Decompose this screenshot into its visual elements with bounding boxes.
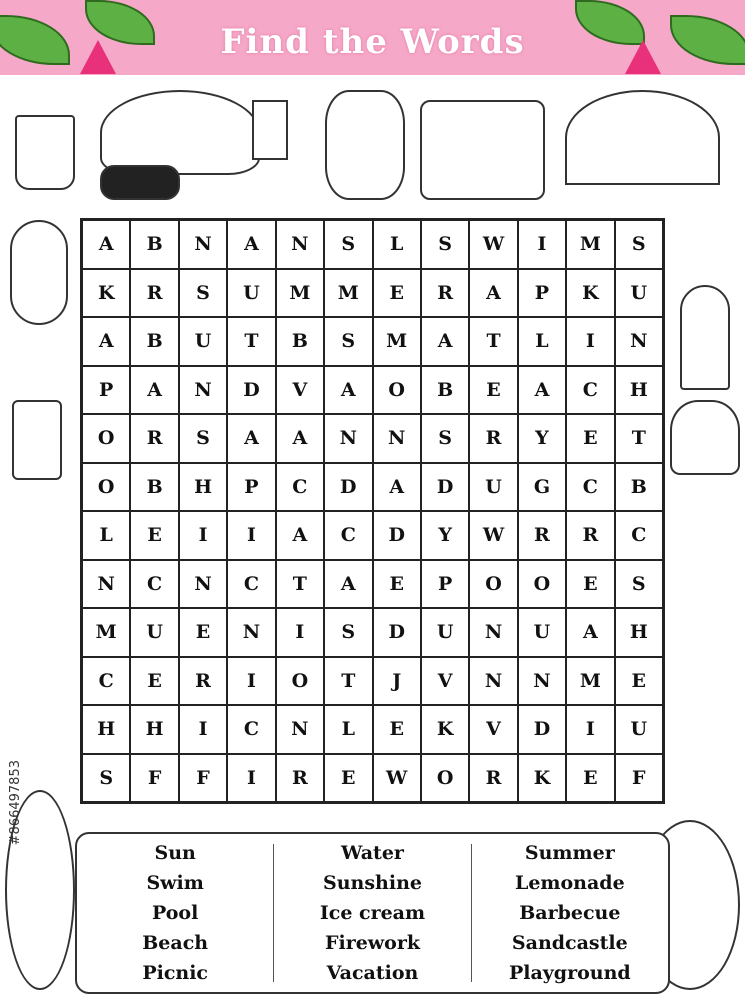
- grid-cell[interactable]: L: [82, 511, 130, 560]
- grid-cell[interactable]: E: [373, 560, 421, 609]
- grid-cell[interactable]: I: [227, 657, 275, 706]
- grid-cell[interactable]: H: [82, 705, 130, 754]
- word-column: [77, 834, 273, 992]
- grid-cell[interactable]: S: [324, 317, 372, 366]
- grid-cell[interactable]: M: [324, 269, 372, 318]
- grid-cell[interactable]: T: [469, 317, 517, 366]
- grid-cell[interactable]: E: [373, 705, 421, 754]
- grid-cell[interactable]: D: [227, 366, 275, 415]
- grid-cell[interactable]: G: [518, 463, 566, 512]
- grid-cell[interactable]: A: [566, 608, 614, 657]
- grid-cell[interactable]: U: [518, 608, 566, 657]
- grid-cell[interactable]: P: [227, 463, 275, 512]
- grid-cell[interactable]: A: [518, 366, 566, 415]
- grid-cell[interactable]: A: [82, 317, 130, 366]
- grid-cell[interactable]: N: [469, 608, 517, 657]
- grid-cell[interactable]: L: [324, 705, 372, 754]
- grid-cell[interactable]: D: [518, 705, 566, 754]
- grid-cell[interactable]: N: [179, 366, 227, 415]
- grid-cell[interactable]: S: [324, 220, 372, 269]
- grid-cell[interactable]: E: [179, 608, 227, 657]
- grid-cell[interactable]: F: [130, 754, 178, 803]
- grid-cell[interactable]: N: [82, 560, 130, 609]
- grid-cell[interactable]: U: [130, 608, 178, 657]
- grid-cell[interactable]: A: [276, 414, 324, 463]
- grid-cell[interactable]: C: [82, 657, 130, 706]
- grid-cell[interactable]: N: [179, 560, 227, 609]
- grid-cell[interactable]: K: [518, 754, 566, 803]
- grid-cell[interactable]: M: [373, 317, 421, 366]
- word-list: [75, 832, 670, 994]
- grid-cell[interactable]: O: [82, 414, 130, 463]
- grid-cell[interactable]: A: [324, 366, 372, 415]
- grid-cell[interactable]: S: [179, 269, 227, 318]
- grid-cell[interactable]: R: [130, 269, 178, 318]
- grid-cell[interactable]: N: [276, 220, 324, 269]
- grid-cell[interactable]: B: [276, 317, 324, 366]
- grid-cell[interactable]: S: [179, 414, 227, 463]
- grid-cell[interactable]: H: [615, 366, 663, 415]
- grid-cell[interactable]: C: [130, 560, 178, 609]
- word-item: Water: [341, 841, 404, 864]
- word-item: Beach: [142, 931, 209, 954]
- grid-cell[interactable]: P: [518, 269, 566, 318]
- grid-cell[interactable]: P: [82, 366, 130, 415]
- grid-cell[interactable]: E: [373, 269, 421, 318]
- grid-cell[interactable]: H: [179, 463, 227, 512]
- grid-cell[interactable]: A: [227, 414, 275, 463]
- grid-cell[interactable]: S: [82, 754, 130, 803]
- grid-cell[interactable]: C: [276, 463, 324, 512]
- grid-cell[interactable]: D: [324, 463, 372, 512]
- grid-cell[interactable]: M: [82, 608, 130, 657]
- grid-cell[interactable]: O: [373, 366, 421, 415]
- grid-cell[interactable]: E: [615, 657, 663, 706]
- grid-cell[interactable]: N: [179, 220, 227, 269]
- watermark-id: #866497853: [8, 760, 23, 846]
- grid-cell[interactable]: B: [130, 463, 178, 512]
- grid-cell[interactable]: S: [615, 220, 663, 269]
- grid-cell[interactable]: A: [82, 220, 130, 269]
- grid-cell[interactable]: V: [421, 657, 469, 706]
- grid-cell[interactable]: B: [615, 463, 663, 512]
- word-item: Sun: [154, 841, 196, 864]
- watermelon-icon: [670, 400, 740, 475]
- grid-cell[interactable]: A: [373, 463, 421, 512]
- grid-cell[interactable]: F: [615, 754, 663, 803]
- grid-cell[interactable]: N: [373, 414, 421, 463]
- grid-cell[interactable]: U: [421, 608, 469, 657]
- word-item: Firework: [324, 931, 420, 954]
- grid-cell[interactable]: A: [469, 269, 517, 318]
- grid-cell[interactable]: K: [566, 269, 614, 318]
- grid-cell[interactable]: R: [421, 269, 469, 318]
- grid-cell[interactable]: C: [566, 463, 614, 512]
- grid-cell[interactable]: W: [469, 511, 517, 560]
- grid-cell[interactable]: P: [421, 560, 469, 609]
- grid-cell[interactable]: T: [227, 317, 275, 366]
- word-search-grid: [80, 218, 665, 804]
- grid-cell[interactable]: N: [469, 657, 517, 706]
- grid-cell[interactable]: E: [566, 414, 614, 463]
- grid-cell[interactable]: I: [179, 705, 227, 754]
- bucket-icon: [15, 115, 75, 190]
- grid-cell[interactable]: N: [276, 705, 324, 754]
- grid-cell[interactable]: S: [421, 414, 469, 463]
- grid-cell[interactable]: I: [566, 317, 614, 366]
- grid-cell[interactable]: Y: [518, 414, 566, 463]
- word-item: Ice cream: [319, 901, 426, 924]
- grid-cell[interactable]: C: [227, 705, 275, 754]
- sunscreen-icon: [12, 400, 62, 480]
- grid-cell[interactable]: N: [324, 414, 372, 463]
- grid-cell[interactable]: I: [227, 511, 275, 560]
- grid-cell[interactable]: A: [227, 220, 275, 269]
- grid-cell[interactable]: K: [421, 705, 469, 754]
- grid-cell[interactable]: I: [227, 754, 275, 803]
- word-item: Sunshine: [323, 871, 422, 894]
- grid-cell[interactable]: R: [130, 414, 178, 463]
- grid-cell[interactable]: I: [566, 705, 614, 754]
- grid-cell[interactable]: N: [227, 608, 275, 657]
- grid-cell[interactable]: A: [421, 317, 469, 366]
- grid-cell[interactable]: I: [179, 511, 227, 560]
- grid-cell[interactable]: B: [421, 366, 469, 415]
- grid-cell[interactable]: D: [421, 463, 469, 512]
- grid-cell[interactable]: H: [615, 608, 663, 657]
- grid-cell[interactable]: H: [130, 705, 178, 754]
- word-item: Picnic: [142, 961, 208, 984]
- grid-cell[interactable]: U: [615, 705, 663, 754]
- flip-flop-icon: [10, 220, 68, 325]
- grid-cell[interactable]: E: [324, 754, 372, 803]
- grid-cell[interactable]: J: [373, 657, 421, 706]
- grid-cell[interactable]: L: [373, 220, 421, 269]
- grid-cell[interactable]: E: [566, 560, 614, 609]
- beach-bag-icon: [420, 100, 545, 200]
- grid-cell[interactable]: K: [82, 269, 130, 318]
- grid-cell[interactable]: W: [469, 220, 517, 269]
- grid-cell[interactable]: C: [615, 511, 663, 560]
- grid-cell[interactable]: A: [276, 511, 324, 560]
- grid-cell[interactable]: E: [566, 754, 614, 803]
- grid-cell[interactable]: R: [469, 414, 517, 463]
- grid-cell[interactable]: R: [179, 657, 227, 706]
- grid-cell[interactable]: M: [566, 657, 614, 706]
- word-item: Summer: [524, 841, 615, 864]
- word-item: Swim: [146, 871, 204, 894]
- word-item: Playground: [508, 961, 631, 984]
- grid-cell[interactable]: R: [469, 754, 517, 803]
- grid-cell[interactable]: B: [130, 220, 178, 269]
- grid-cell[interactable]: C: [324, 511, 372, 560]
- ice-cream-icon: [680, 285, 730, 390]
- grid-cell[interactable]: S: [324, 608, 372, 657]
- word-item: Vacation: [326, 961, 419, 984]
- grid-cell[interactable]: I: [518, 220, 566, 269]
- grid-cell[interactable]: R: [276, 754, 324, 803]
- grid-cell[interactable]: O: [469, 560, 517, 609]
- sunglasses-icon: [100, 165, 180, 200]
- grid-cell[interactable]: F: [179, 754, 227, 803]
- grid-cell[interactable]: A: [130, 366, 178, 415]
- grid-cell[interactable]: N: [615, 317, 663, 366]
- grid-cell[interactable]: O: [276, 657, 324, 706]
- grid-cell[interactable]: B: [130, 317, 178, 366]
- grid-cell[interactable]: S: [615, 560, 663, 609]
- header-banner: [0, 0, 745, 75]
- word-item: Sandcastle: [511, 931, 628, 954]
- word-item: Barbecue: [519, 901, 621, 924]
- grid-cell[interactable]: S: [421, 220, 469, 269]
- grid-cell[interactable]: W: [373, 754, 421, 803]
- grid-cell[interactable]: R: [566, 511, 614, 560]
- word-item: Pool: [151, 901, 199, 924]
- grid-cell[interactable]: O: [518, 560, 566, 609]
- grid-cell[interactable]: U: [469, 463, 517, 512]
- grid-cell[interactable]: C: [227, 560, 275, 609]
- word-column: [471, 841, 668, 984]
- grid-cell[interactable]: O: [421, 754, 469, 803]
- grid-cell[interactable]: R: [518, 511, 566, 560]
- grid-cell[interactable]: M: [566, 220, 614, 269]
- grid-cell[interactable]: E: [130, 511, 178, 560]
- grid-cell[interactable]: T: [615, 414, 663, 463]
- grid-cell[interactable]: T: [276, 560, 324, 609]
- grid-cell[interactable]: E: [130, 657, 178, 706]
- grid-cell[interactable]: U: [179, 317, 227, 366]
- grid-cell[interactable]: E: [469, 366, 517, 415]
- grid-cell[interactable]: U: [227, 269, 275, 318]
- grid-cell[interactable]: O: [82, 463, 130, 512]
- grid-cell[interactable]: M: [276, 269, 324, 318]
- grid-cell[interactable]: N: [518, 657, 566, 706]
- grid-cell[interactable]: Y: [421, 511, 469, 560]
- umbrella-icon: [565, 90, 720, 185]
- hat-icon: [100, 90, 260, 175]
- grid-cell[interactable]: C: [566, 366, 614, 415]
- word-column: [273, 841, 470, 984]
- word-item: Lemonade: [514, 871, 625, 894]
- grid-cell[interactable]: T: [324, 657, 372, 706]
- swimsuit-icon: [325, 90, 405, 200]
- grid-cell[interactable]: D: [373, 511, 421, 560]
- grid-cell[interactable]: D: [373, 608, 421, 657]
- grid-cell[interactable]: A: [324, 560, 372, 609]
- grid-cell[interactable]: I: [276, 608, 324, 657]
- grid-cell[interactable]: U: [615, 269, 663, 318]
- grid-cell[interactable]: V: [276, 366, 324, 415]
- grid-cell[interactable]: L: [518, 317, 566, 366]
- page-title: Find the Words: [220, 22, 525, 62]
- drink-icon: [252, 100, 288, 160]
- grid-cell[interactable]: V: [469, 705, 517, 754]
